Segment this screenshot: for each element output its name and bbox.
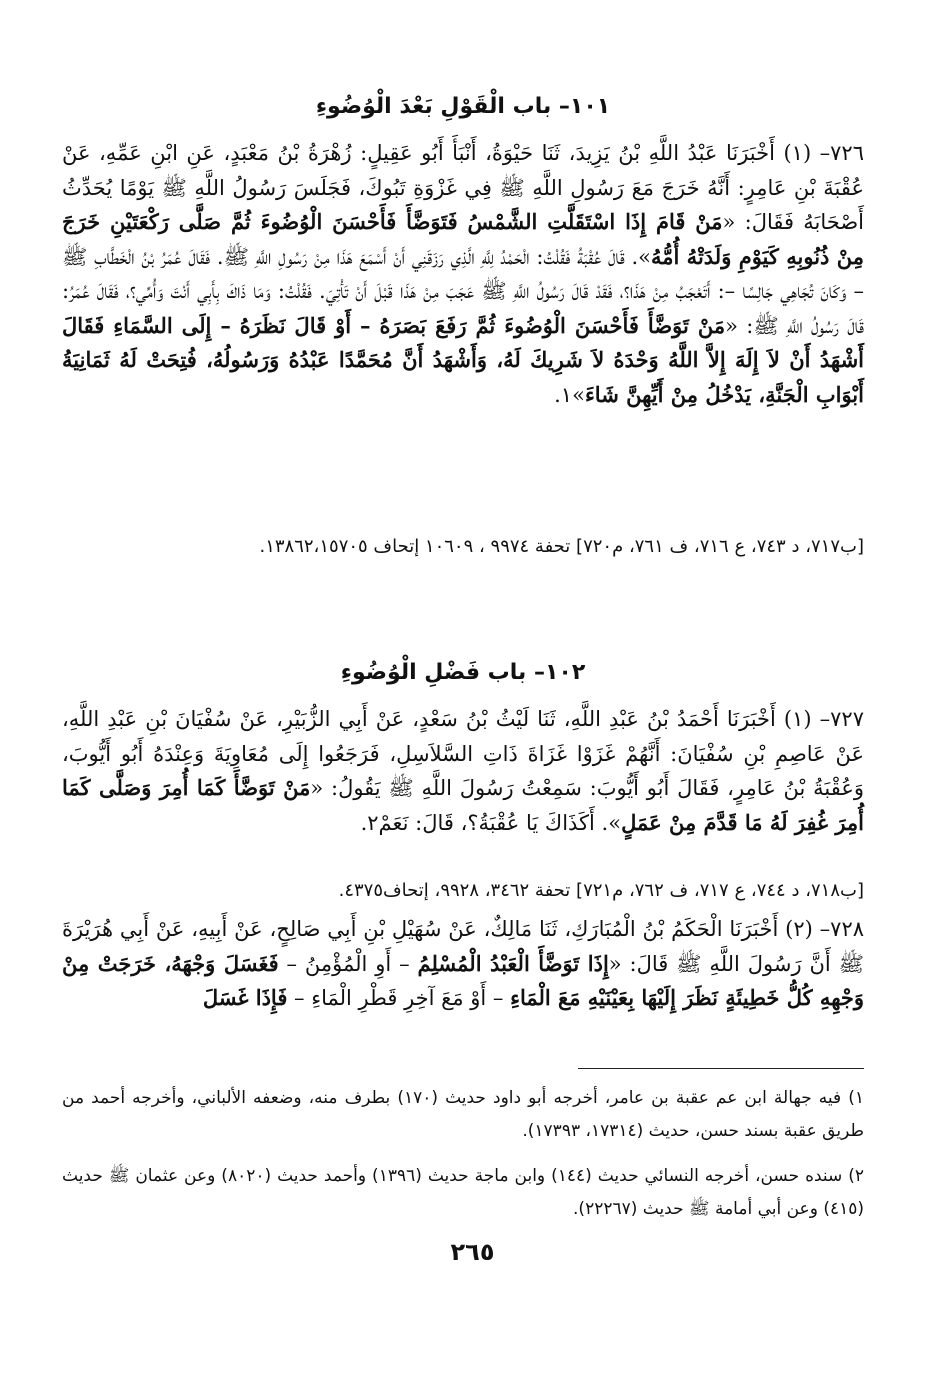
hadith-726	[62, 136, 864, 412]
hadith-727-references: [ب٧١٨، د ٧٤٤، ع ٧١٧، ف ٧٦٢، م٧٢١] تحفة ٣٤٦٢، ٩٩٢٨، إتحاف٤٣٧٥.	[338, 880, 864, 901]
chapter-101-title: ١٠١– باب الْقَوْلِ بَعْدَ الْوُضُوءِ	[315, 94, 611, 119]
hadith-728-bold-2: فَغَسَلَ وَجْهَهُ، خَرَجَتْ مِنْ وَجْهِهِ كُلُّ خَطِيئَةٍ نَظَرَ إِلَيْهَا بِعَيْنَيْهِ مَعَ الْمَاءِ	[62, 950, 864, 1010]
hadith-726-references: [ب٧١٧، د ٧٤٣، ع ٧١٦، ف ٧٦١، م٧٢٠] تحفة ٩٩٧٤ ، ١٠٦٠٩ إتحاف ١٣٨٦٢،١٥٧٠٥.	[259, 536, 864, 557]
hadith-728-text-2: – أَوِ الْمُؤْمِنُ –	[278, 951, 418, 976]
hadith-726-text-3: »١.	[554, 382, 585, 407]
footnote-2: ٢) سنده حسن، أخرجه النسائي حديث (١٤٤) وابن ماجة حديث (١٣٩٦) وأحمد حديث (٨٠٢٠) وعن عثمان ﷺ حديث (٤١٥) وعن أبي أمامة ﷺ حديث (٢٢٢٦٧).	[62, 1166, 865, 1219]
hadith-728-text-1: ٧٢٨– (٢) أَخْبَرَنَا الْحَكَمُ بْنُ الْمُبَارَكِ، ثَنَا مَالِكٌ، عَنْ سُهَيْلِ بْنِ أَبِي صَالِحٍ، عَنْ أَبِيهِ، عَنْ أَبِي هُرَيْرَةَ ﷺ أَنَّ رَسُولَ اللَّهِ ﷺ قَالَ: «	[62, 917, 865, 976]
hadith-726-bold-2: مَنْ تَوَضَّأَ فَأَحْسَنَ الْوُضُوءَ ثُمَّ رَفَعَ بَصَرَهُ – أَوْ قَالَ نَظَرَهُ – إِلَى السَّمَاءِ فَقَالَ أَشْهَدُ أَنْ لاَ إِلَهَ إِلاَّ اللَّهُ وَحْدَهُ لاَ شَرِيكَ لَهُ، وَأَشْهَدُ أَنَّ مُحَمَّدًا عَبْدُهُ وَرَسُولُهُ، فُتِحَتْ لَهُ ثَمَانِيَةُ أَبْوَابِ الْجَنَّةِ، يَدْخُلُ مِنْ أَيِّهِنَّ شَاءَ	[62, 312, 864, 407]
hadith-727-text-1: ٧٢٧– (١) أَخْبَرَنَا أَحْمَدُ بْنُ عَبْدِ اللَّهِ، ثَنَا لَيْثُ بْنُ سَعْدٍ، عَنْ أَبِي الزُّبَيْرِ، عَنْ سُفْيَانَ بْنِ عَبْدِ اللَّهِ، عَنْ عَاصِمِ بْنِ سُفْيَانَ: أَنَّهُمْ غَزَوْا غَزَاةَ ذَاتِ السَّلاَسِلِ، فَرَجَعُوا إِلَى مُعَاوِيَةَ وَعِنْدَهُ أَبُو أَيُّوبَ، وَعُقْبَةُ بْنُ عَامِرٍ، فَقَالَ أَبُو أَيُّوبَ: سَمِعْتُ رَسُولَ اللَّهِ ﷺ يَقُولُ: «	[62, 707, 864, 800]
chapter-102-title: ١٠٢– باب فَضْلِ الْوُضُوءِ	[340, 660, 586, 685]
hadith-728	[62, 912, 864, 1016]
hadith-728-bold-3: فَإِذَا غَسَلَ	[202, 985, 288, 1010]
footnote-1: ١) فيه جهالة ابن عم عقبة بن عامر، أخرجه أبو داود حديث (١٧٠) بطرف منه، وضعفه الألباني، وأخرجه أحمد من طريق عقبة بسند حسن، حديث (١٧٣١٤، ١٧٣٩٣).	[62, 1088, 864, 1141]
hadith-728-text-3: – أَوْ مَعَ آخِرِ قَطْرِ الْمَاءِ –	[287, 986, 511, 1010]
hadith-726-text-1: ٧٢٦– (١) أَخْبَرَنَا عَبْدُ اللَّهِ بْنُ يَزِيدَ، ثَنَا حَيْوَةُ، أَنْبَأَ أَبُو عَقِيلٍ: زُهْرَةُ بْنُ مَعْبَدٍ، عَنِ ابْنِ عَمِّهِ، عَنْ عُقْبَةَ بْنِ عَامِرٍ: أَنَّهُ خَرَجَ مَعَ رَسُولِ اللَّهِ ﷺ فِي غَزْوَةِ تَبُوكَ، فَجَلَسَ رَسُولُ اللَّهِ ﷺ يَوْمًا يُحَدِّثُ أَصْحَابَهُ فَقَالَ: «	[62, 141, 864, 234]
page-number: ٢٦٥	[450, 1238, 495, 1266]
hadith-726-text-2: ». قَالَ عُقْبَةُ فَقُلْتُ: الْحَمْدُ لِلَّهِ الَّذِي رَزَقَنِي أَنْ أَسْمَعَ هَذَا مِنْ رَسُولِ اللَّهِ ﷺ. فَقَالَ عُمَرُ بْنُ الْخَطَّابِ ﷺ – وَكَانَ تُجَاهِي جَالِسًا –: أَتَعْجَبُ مِنْ هَذَا؟، فَقَدْ قَالَ رَسُولُ اللَّهِ ﷺ عَجَبَ مِنْ هَذَا قَبْلَ أَنْ تَأْتِيَ. فَقُلْتُ: وَمَا ذَاكَ بِأَبِي أَنْتَ وَأُمِّي؟، فَقَالَ عُمَرُ: قَالَ رَسُولُ اللَّهِ ﷺ: «	[62, 244, 864, 338]
hadith-727-bold-1: مَنْ تَوَضَّأَ كَمَا أُمِرَ وَصَلَّى كَمَا أُمِرَ غُفِرَ لَهُ مَا قَدَّمَ مِنْ عَمَلٍ	[62, 775, 864, 835]
hadith-726-bold-1: مَنْ قَامَ إِذَا اسْتَقَلَّتِ الشَّمْسُ فَتَوَضَّأَ فَأَحْسَنَ الْوُضُوءَ ثُمَّ صَلَّى رَكْعَتَيْنِ خَرَجَ مِنْ ذُنُوبِهِ كَيَوْمِ وَلَدَتْهُ أُمُّهُ	[62, 209, 864, 269]
hadith-727-text-2: ». أَكَذَاكَ يَا عُقْبَةُ؟، قَالَ: نَعَمْ٢.	[360, 810, 622, 835]
hadith-727	[62, 702, 864, 840]
hadith-728-bold-1: إِذَا تَوَضَّأَ الْعَبْدُ الْمُسْلِمُ	[417, 950, 609, 976]
footnote-divider	[578, 1068, 864, 1069]
